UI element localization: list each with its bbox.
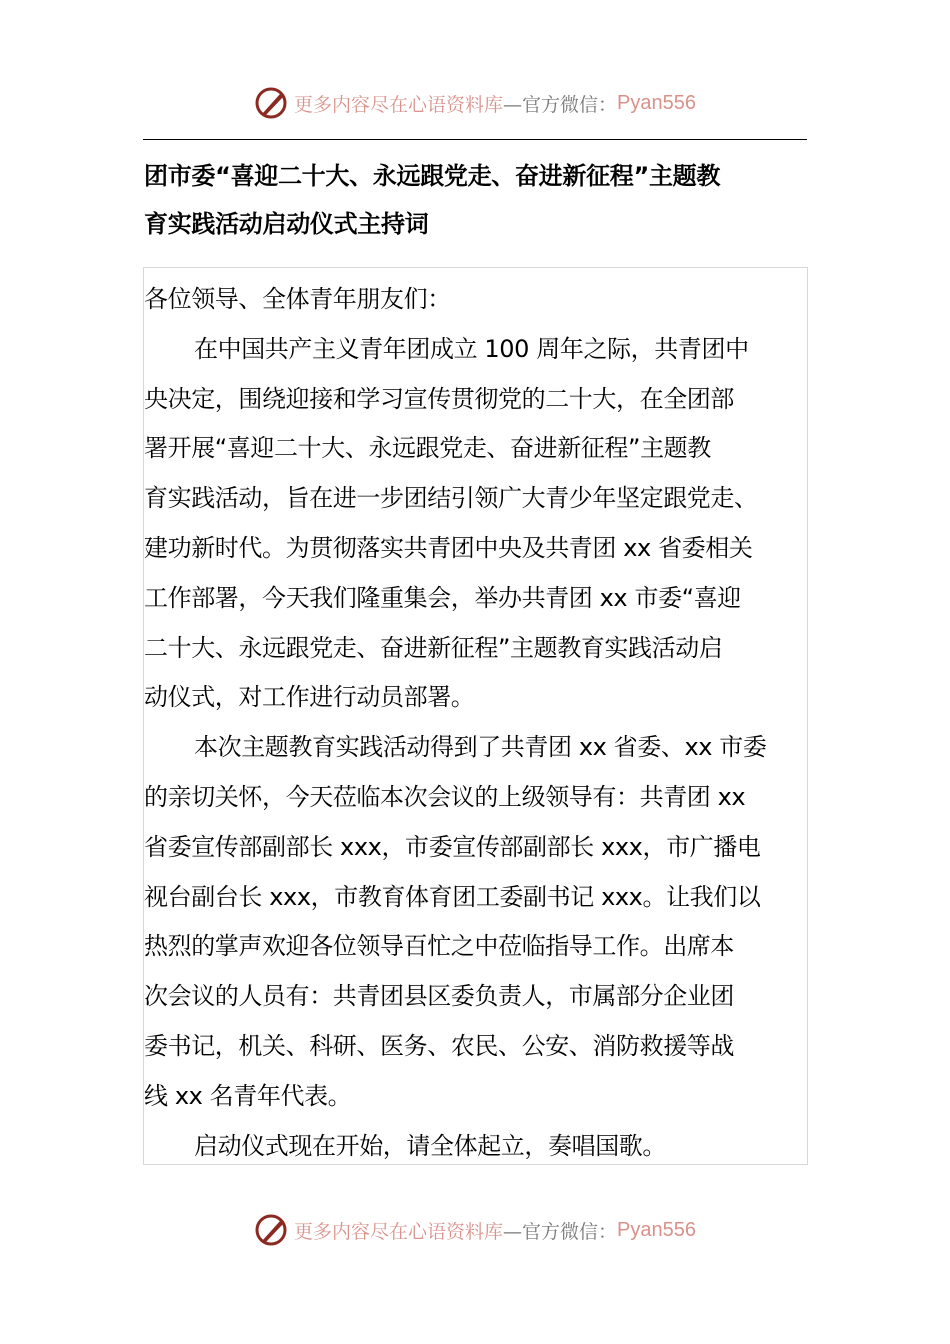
body-line: 本次主题教育实践活动得到了共青团 xx 省委、xx 市委 <box>194 733 767 762</box>
body-line: 委书记，机关、科研、医务、农民、公安、消防救援等战 <box>144 1032 734 1060</box>
body-line: 央决定，围绕迎接和学习宣传贯彻党的二十大，在全团部 <box>144 384 734 413</box>
body-line: 育实践活动，旨在进一步团结引领广大青少年坚定跟党走、 <box>144 484 758 513</box>
body-line: 线 xx 名青年代表。 <box>144 1081 352 1110</box>
header-watermark <box>0 83 950 123</box>
document-title-line: 育实践活动启动仪式主持词 <box>144 210 429 238</box>
body-line: 热烈的掌声欢迎各位领导百忙之中莅临指导工作。出席本 <box>144 932 734 961</box>
body-line: 视台副台长 xxx，市教育体育团工委副书记 xxx。让我们以 <box>144 882 761 911</box>
watermark-wechat-id: Pyan556 <box>617 91 696 114</box>
footer-watermark <box>0 1210 950 1250</box>
body-line: 署开展“喜迎二十大、永远跟党走、奋进新征程”主题教 <box>144 434 711 463</box>
watermark-text: 更多内容尽在心语资料库 <box>294 1220 504 1243</box>
body-line: 工作部署，今天我们隆重集会，举办共青团 xx 市委“喜迎 <box>144 583 741 612</box>
body-line: 次会议的人员有：共青团县区委负责人，市属部分企业团 <box>144 982 734 1011</box>
watermark-text: 更多内容尽在心语资料库 <box>294 93 504 116</box>
pen-logo-icon <box>254 1213 288 1247</box>
body-line: 启动仪式现在开始，请全体起立，奏唱国歌。 <box>194 1131 666 1160</box>
pen-logo-icon <box>254 86 288 120</box>
watermark-wechat-id: Pyan556 <box>617 1218 696 1241</box>
body-line: 在中国共产主义青年团成立 100 周年之际，共青团中 <box>194 334 749 363</box>
body-line: 的亲切关怀，今天莅临本次会议的上级领导有：共青团 xx <box>144 783 746 811</box>
body-line: 建功新时代。为贯彻落实共青团中央及共青团 xx 省委相关 <box>144 534 753 562</box>
body-line: 省委宣传部副部长 xxx，市委宣传部副部长 xxx，市广播电 <box>144 832 761 861</box>
document-title-line: 团市委“喜迎二十大、永远跟党走、奋进新征程”主题教 <box>144 162 721 190</box>
watermark-wechat-label: —官方微信： <box>503 1220 618 1243</box>
header-rule <box>143 139 807 140</box>
body-line: 动仪式，对工作进行动员部署。 <box>144 683 475 712</box>
body-line: 各位领导、全体青年朋友们： <box>144 285 451 313</box>
watermark-wechat-label: —官方微信： <box>503 93 618 116</box>
body-line: 二十大、永远跟党走、奋进新征程”主题教育实践活动启 <box>144 633 723 662</box>
